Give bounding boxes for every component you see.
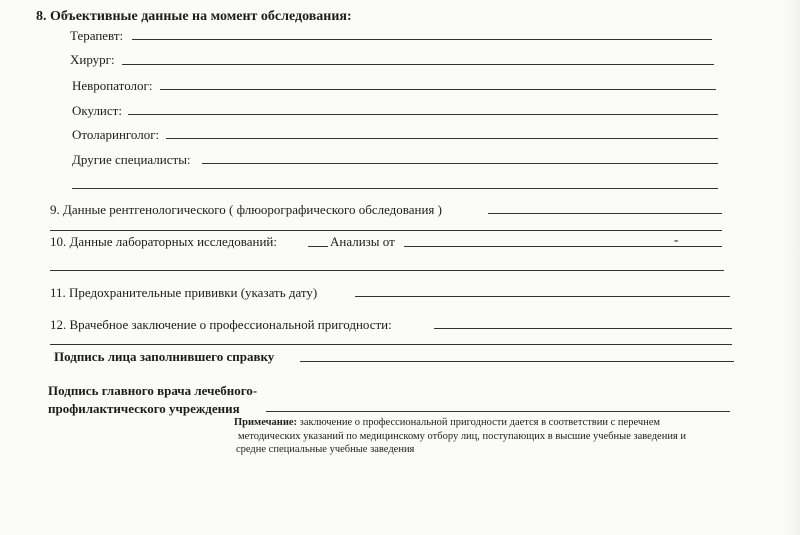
field-label-surgeon: Хирург:: [70, 52, 115, 67]
page-edge-shadow: [784, 0, 800, 535]
note-line-2: методических указаний по медицинскому отбору лиц, поступающих в высшие учебные заведения и: [238, 431, 687, 442]
field-label-otolaryngologist: Отоларинголог:: [72, 127, 160, 142]
field-line-signature-filler[interactable]: [300, 361, 734, 362]
field-label-therapist: Терапевт:: [70, 28, 124, 43]
section-10-label: 10. Данные лабораторных исследований:: [50, 234, 277, 249]
field-line-other-specialists-2[interactable]: [72, 188, 718, 189]
signature-chief-label-1: Подпись главного врача лечебного-: [48, 383, 258, 398]
signature-filler-label: Подпись лица заполнившего справку: [54, 349, 275, 364]
field-label-oculist: Окулист:: [72, 103, 122, 118]
field-line-signature-chief[interactable]: [266, 411, 730, 412]
field-label-other-specialists: Другие специалисты:: [72, 152, 191, 167]
field-line-therapist[interactable]: [132, 39, 712, 40]
lab-dash: -: [674, 232, 679, 247]
field-line-xray[interactable]: [488, 213, 722, 214]
field-line-xray-2[interactable]: [50, 230, 722, 231]
field-line-surgeon[interactable]: [122, 64, 714, 65]
field-label-neurologist: Невропатолог:: [72, 78, 153, 93]
section-12-label: 12. Врачебное заключение о профессиональной пригодности:: [50, 317, 392, 332]
field-line-vaccinations[interactable]: [355, 296, 730, 297]
section-8-title: 8. Объективные данные на момент обследования:: [36, 9, 352, 24]
field-line-lab-prefix[interactable]: [308, 246, 328, 247]
section-9-label: 9. Данные рентгенологического ( флюорографического обследования ): [50, 202, 442, 217]
field-line-conclusion-2[interactable]: [50, 344, 732, 345]
section-11-label: 11. Предохранительные прививки (указать дату): [50, 285, 318, 300]
note-text-1: заключение о профессиональной пригодности дается в соответствии с перечнем: [299, 417, 661, 428]
field-line-conclusion[interactable]: [434, 328, 732, 329]
signature-chief-label-2: профилактического учреждения: [48, 401, 240, 416]
field-line-oculist[interactable]: [128, 114, 718, 115]
field-line-other-specialists[interactable]: [202, 163, 718, 164]
field-line-otolaryngologist[interactable]: [166, 138, 718, 139]
note-heading: Примечание:: [234, 417, 298, 428]
note-line-3: средне специальные учебные заведения: [236, 444, 415, 455]
note-line-1: [234, 416, 660, 429]
lab-analyses-label: Анализы от: [330, 234, 395, 249]
field-line-lab-2[interactable]: [50, 270, 724, 271]
field-line-neurologist[interactable]: [160, 89, 716, 90]
